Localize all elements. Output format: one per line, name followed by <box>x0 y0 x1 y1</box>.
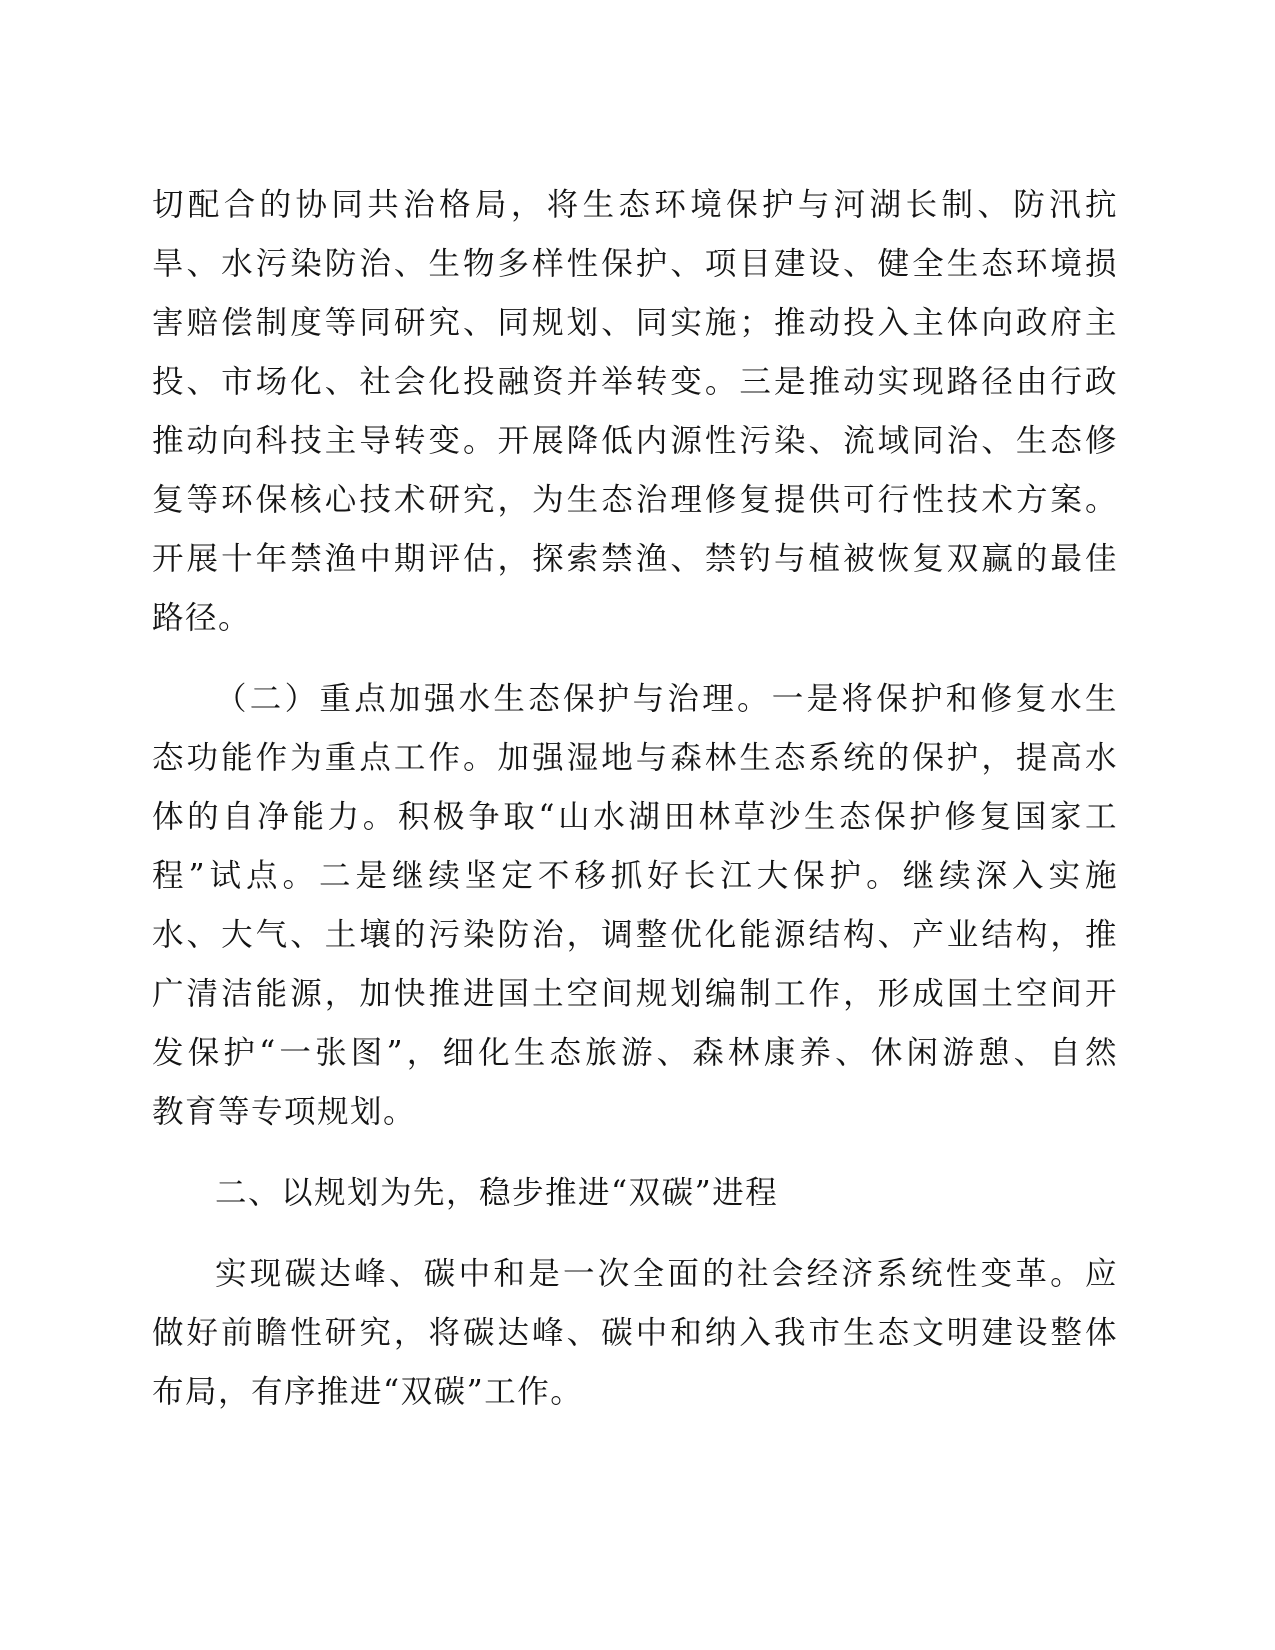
text-line: 广清洁能源，加快推进国土空间规划编制工作，形成国土空间开 <box>152 976 1118 1012</box>
paragraph-dual-carbon <box>152 1245 1118 1422</box>
text-line: 发保护“一张图”，细化生态旅游、森林康养、休闲游憩、自然 <box>152 1035 1118 1071</box>
text-line: 实现碳达峰、碳中和是一次全面的社会经济系统性变革。应 <box>215 1256 1118 1292</box>
text-line: 投、市场化、社会化投融资并举转变。三是推动实现路径由行政 <box>152 364 1118 400</box>
document-page <box>152 176 1118 1422</box>
section-heading <box>152 1164 1118 1223</box>
text-line: 布局，有序推进“双碳”工作。 <box>152 1374 584 1410</box>
text-line: 程”试点。二是继续坚定不移抓好长江大保护。继续深入实施 <box>152 858 1118 894</box>
text-line: 体的自净能力。积极争取“山水湖田林草沙生态保护修复国家工 <box>152 799 1118 835</box>
text-line: 水、大气、土壤的污染防治，调整优化能源结构、产业结构，推 <box>152 917 1118 953</box>
text-line: 做好前瞻性研究，将碳达峰、碳中和纳入我市生态文明建设整体 <box>152 1315 1118 1351</box>
text-line: 态功能作为重点工作。加强湿地与森林生态系统的保护，提高水 <box>152 740 1118 776</box>
paragraph-coordinated-governance <box>152 176 1118 648</box>
text-line: 开展十年禁渔中期评估，探索禁渔、禁钓与植被恢复双赢的最佳 <box>152 541 1118 577</box>
paragraph-spacer <box>152 648 1118 670</box>
text-line: （二）重点加强水生态保护与治理。一是将保护和修复水生 <box>215 681 1118 717</box>
text-line: 教育等专项规划。 <box>152 1094 417 1130</box>
paragraph-spacer <box>152 1223 1118 1245</box>
paragraph-water-ecology <box>152 670 1118 1142</box>
text-line: 切配合的协同共治格局，将生态环境保护与河湖长制、防汛抗 <box>152 187 1118 223</box>
text-line: 复等环保核心技术研究，为生态治理修复提供可行性技术方案。 <box>152 482 1118 518</box>
paragraph-spacer <box>152 1142 1118 1164</box>
heading-text: 二、以规划为先，稳步推进“双碳”进程 <box>215 1175 779 1211</box>
text-line: 旱、水污染防治、生物多样性保护、项目建设、健全生态环境损 <box>152 246 1118 282</box>
text-line: 路径。 <box>152 600 252 636</box>
text-line: 害赔偿制度等同研究、同规划、同实施；推动投入主体向政府主 <box>152 305 1118 341</box>
text-line: 推动向科技主导转变。开展降低内源性污染、流域同治、生态修 <box>152 423 1118 459</box>
